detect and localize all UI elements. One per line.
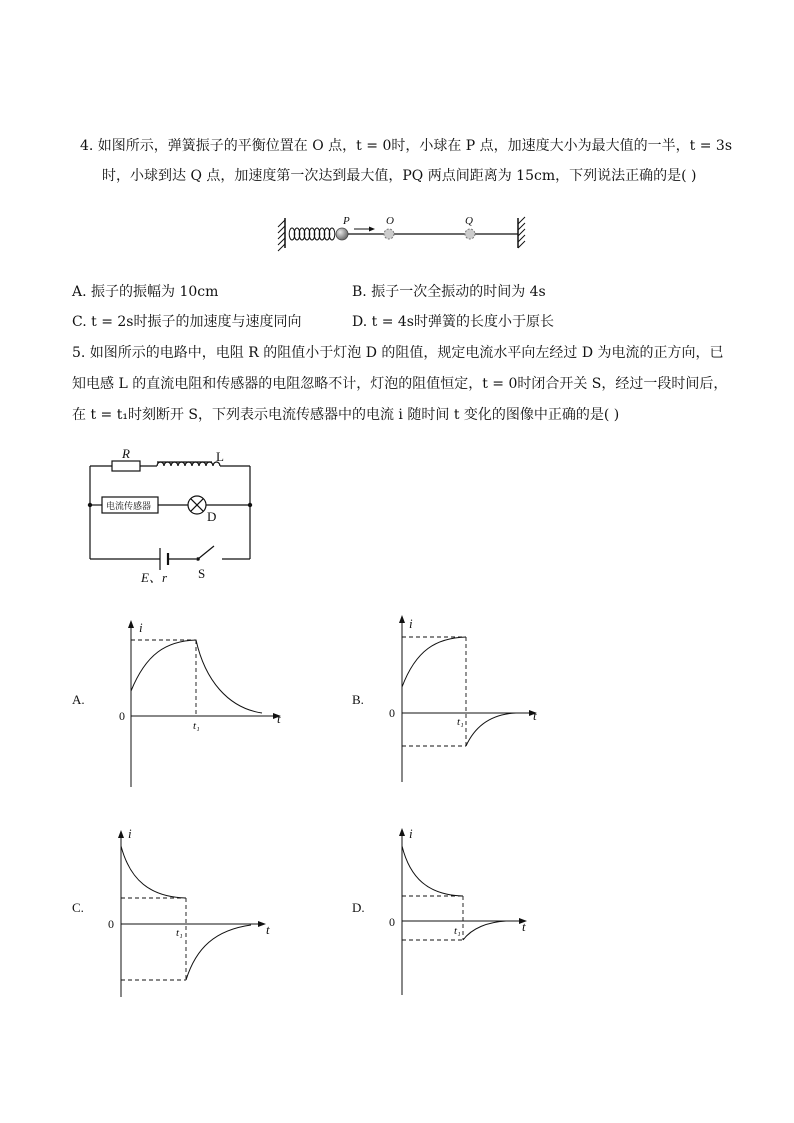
option-label: C. [72,900,84,915]
y-label: i [128,826,132,841]
q4-option-d: D. t = 4s时弹簧的长度小于原长 [352,314,554,330]
y-arrow-icon [399,828,405,836]
origin-label: 0 [108,917,114,931]
label-P: P [343,215,350,227]
label-battery: E、r [141,570,168,585]
t1-label: t₁ [193,720,200,732]
q4-option-c: C. t = 2s时振子的加速度与速度同向 [72,314,302,330]
y-label: i [409,826,413,841]
label-S: S [198,566,206,581]
option-label: B. [352,692,364,707]
q4-option-a: A. 振子的振幅为 10cm [72,284,219,300]
q5-stem-line3: 在 t = t₁时刻断开 S，下列表示电流传感器中的电流 i 随时间 t 变化的图像中正确的是( ) [72,407,620,423]
q4-stem-line2: 时，小球到达 Q 点，加速度第一次达到最大值，PQ 两点间距离为 15cm，下列说法正确的是( ) [102,168,697,184]
label-O: O [386,215,394,227]
option-label: A. [72,692,85,707]
x-label: t [533,708,537,723]
q5-stem-line1: 5. 如图所示的电路中，电阻 R 的阻值小于灯泡 D 的阻值，规定电流水平向左经过 D 为电流的正方向，已 [72,345,724,361]
label-R: R [122,446,130,461]
curve-charge [402,846,463,896]
x-label: t [522,919,526,934]
y-label: i [409,616,413,631]
q5-stem-line2: 知电感 L 的直流电阻和传感器的电阻忽略不计，灯泡的阻值恒定，t = 0时闭合开关 S，经过一段时间后， [72,376,728,392]
t1-label: t₁ [176,927,183,939]
t1-label: t₁ [457,716,464,728]
x-label: t [277,711,281,726]
origin-label: 0 [119,709,125,723]
label-sensor: 电流传感器 [106,502,152,512]
label-Q: Q [465,215,473,227]
origin-label: 0 [389,706,395,720]
label-L: L [216,449,224,464]
origin-label: 0 [389,915,395,929]
option-label: D. [352,900,365,915]
y-label: i [139,620,143,635]
curve-decay [463,921,506,940]
q4-option-b: B. 振子一次全振动的时间为 4s [352,284,546,300]
t1-label: t₁ [454,925,461,937]
q4-stem-line1: 4. 如图所示，弹簧振子的平衡位置在 O 点，t = 0时，小球在 P 点，加速度大小为最大值的一半，t = 3s [80,138,733,154]
x-label: t [266,922,270,937]
label-D: D [207,509,217,524]
